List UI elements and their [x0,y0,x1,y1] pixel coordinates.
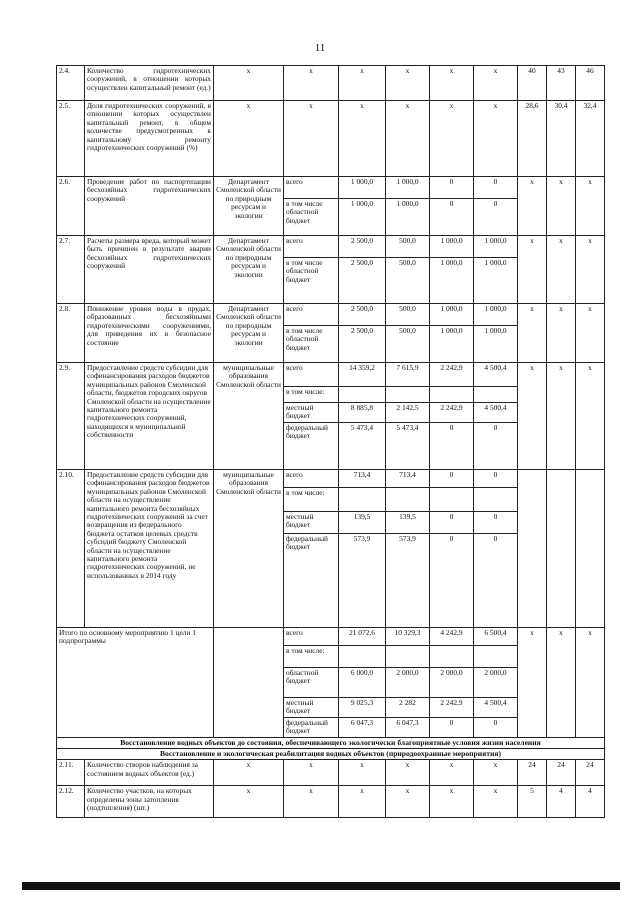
funding-value: 2 282 [386,698,430,718]
funding-value: 4 242,9 [430,628,474,646]
cell-x: х [518,628,547,738]
funding-value: 6 000,0 [339,668,386,698]
funding-source: всего [284,236,339,258]
funding-value: 2 242,9 [430,363,474,387]
funding-value: 1 000,0 [386,199,430,236]
funding-value: 1 000,0 [474,258,518,304]
funding-value: 139,5 [386,512,430,534]
funding-value: 14 359,2 [339,363,386,387]
funding-value: 7 615,9 [386,363,430,387]
funding-value: 713,4 [339,470,386,488]
funding-source: в том числе: [284,646,339,668]
indicator-value: 24 [518,760,547,786]
funding-value: 0 [430,534,474,628]
funding-value: 6 500,4 [474,628,518,646]
funding-value: 4 500,4 [474,363,518,387]
indicator-value: 24 [547,760,576,786]
cell-x: х [284,786,339,818]
funding-value: 8 885,8 [339,403,386,423]
table-row [57,177,605,199]
table-row [57,304,605,326]
funding-value: 573,9 [339,534,386,628]
funding-source: всего [284,363,339,387]
funding-value: 139,5 [339,512,386,534]
row-description: Доля гидротехнических сооружений, в отношении которых осуществлен капитальный ремонт, в общем количестве предусмотренных к капитальному ремонту гидротехнических сооружений (%) [85,101,214,177]
funding-value: 1 000,0 [430,236,474,258]
row-description: Понижение уровня воды в прудах, образованных бесхозяйными гидротехническими сооружениями, для приведения их в безопасное состояние [85,304,214,363]
cell-x: х [547,363,576,470]
cell-x: х [284,66,339,101]
cell-x: х [474,760,518,786]
funding-value: 1 000,0 [474,304,518,326]
funding-value: 2 500,0 [339,304,386,326]
row-description: Проведение работ по паспортизации бесхозяйных гидротехнических сооружений [85,177,214,236]
cell-x: х [214,66,284,101]
cell-x: х [386,66,430,101]
funding-value: 0 [474,423,518,470]
funding-source: федеральный бюджет [284,534,339,628]
funding-value: 713,4 [386,470,430,488]
executor: Департамент Смоленской области по природным ресурсам и экологии [214,304,284,363]
funding-value: 573,9 [386,534,430,628]
cell-x: х [474,101,518,177]
funding-value: 0 [474,177,518,199]
cell-x: х [430,66,474,101]
indicator-value: 30,4 [547,101,576,177]
funding-value: 0 [474,470,518,488]
cell-x: х [284,101,339,177]
row-description: Количество участков, на которых определены зоны затопления (подтопления) (шт.) [85,786,214,818]
funding-value: 2 242,9 [430,698,474,718]
indicator-value: 46 [576,66,605,101]
funding-source: в том числе областной бюджет [284,258,339,304]
row-number: 2.5. [57,101,85,177]
cell-x: х [518,177,547,236]
cell-x: х [386,760,430,786]
funding-value: 0 [474,717,518,737]
funding-value: 0 [430,423,474,470]
funding-source: федеральный бюджет [284,423,339,470]
executor: Департамент Смоленской области по природным ресурсам и экологии [214,236,284,304]
table-row [57,236,605,258]
funding-value: 500,0 [386,258,430,304]
section-heading: Восстановление и экологическая реабилитация водных объектов (природоохранные мероприятия) [57,749,605,760]
funding-value: 1 000,0 [430,258,474,304]
funding-value: 5 473,4 [386,423,430,470]
funding-value: 1 000,0 [339,199,386,236]
cell-x: х [576,628,605,738]
program-table [56,65,605,818]
table-row [57,66,605,101]
table-row [57,101,605,177]
funding-source: всего [284,304,339,326]
cell-x: х [339,786,386,818]
row-number: 2.4. [57,66,85,101]
funding-value: 0 [430,177,474,199]
funding-source: федеральный бюджет [284,717,339,737]
funding-value: 0 [474,512,518,534]
funding-source: в том числе: [284,387,339,403]
funding-source: в том числе областной бюджет [284,326,339,363]
funding-value: 2 500,0 [339,326,386,363]
funding-value: 2 500,0 [339,258,386,304]
funding-source: местный бюджет [284,512,339,534]
funding-value: 9 025,3 [339,698,386,718]
row-description: Количество створов наблюдения за состоянием водных объектов (ед.) [85,760,214,786]
section-heading: Восстановление водных объектов до состояния, обеспечивающего экологически благоприятные условия жизни населения [57,737,605,748]
funding-value: 1 000,0 [430,326,474,363]
page-number: 11 [314,42,326,54]
cell-x: х [430,760,474,786]
funding-value: 500,0 [386,326,430,363]
row-number: 2.10. [57,470,85,628]
cell-x: х [547,304,576,363]
cell-x: х [430,101,474,177]
cell-x: х [214,760,284,786]
row-number: 2.7. [57,236,85,304]
funding-value: 2 242,9 [430,403,474,423]
funding-value: 4 500,4 [474,698,518,718]
indicator-value: 40 [518,66,547,101]
funding-source: всего [284,628,339,646]
row-description: Предоставление средств субсидии для софинансирования расходов бюджетов муниципальных районов Смоленской области на осуществление капитального ремонта бесхозяйных гидротехнических сооружений за счет возвращения из федерального бюджета остатков целевых средств субсидий бюджету Смоленской области на осуществление капитального ремонта гидротехнических сооружений, не использованных в 2014 году [85,470,214,628]
row-number: 2.12. [57,786,85,818]
indicator-value: 32,4 [576,101,605,177]
cell-x: х [518,363,547,470]
row-description: Предоставление средств субсидии для софинансирования расходов бюджетов муниципальных районов Смоленской области, бюджетов городских округов Смоленской области на осуществление капитального ремонта гидротехнических сооружений, находящихся в муниципальной собственности [85,363,214,470]
cell-x: х [214,101,284,177]
cell-x: х [284,760,339,786]
cell-x: х [576,304,605,363]
row-description: Расчеты размера вреда, который может быть причинен в результате аварии бесхозяйных гидротехнических сооружений [85,236,214,304]
cell-x: х [474,66,518,101]
funding-source: областной бюджет [284,668,339,698]
executor: муниципальные образования Смоленской области [214,363,284,470]
row-number: 2.9. [57,363,85,470]
cell-x: х [518,236,547,304]
indicator-value: 24 [576,760,605,786]
funding-value: 2 500,0 [339,236,386,258]
funding-source: в том числе: [284,488,339,512]
cell-x: х [547,628,576,738]
cell-x: х [576,363,605,470]
indicator-value: 5 [518,786,547,818]
indicator-value: 4 [576,786,605,818]
cell-x: х [576,177,605,236]
funding-value: 0 [474,534,518,628]
funding-value: 0 [430,717,474,737]
funding-value: 4 500,4 [474,403,518,423]
funding-value: 1 000,0 [430,304,474,326]
funding-value: 2 000,0 [474,668,518,698]
table-row [57,760,605,786]
total-description: Итого по основному мероприятию 1 цели 1 подпрограммы [57,628,214,738]
funding-value: 2 142,5 [386,403,430,423]
funding-value: 2 000,0 [386,668,430,698]
funding-value: 0 [430,470,474,488]
funding-value: 6 047,3 [386,717,430,737]
executor: муниципальные образования Смоленской области [214,470,284,628]
cell-x: х [430,786,474,818]
funding-value: 0 [430,512,474,534]
funding-value: 1 000,0 [474,326,518,363]
funding-source: местный бюджет [284,698,339,718]
table-row [57,628,605,646]
row-number: 2.6. [57,177,85,236]
bottom-bar [22,882,620,890]
cell-x: х [386,786,430,818]
cell-x: х [474,786,518,818]
funding-source: всего [284,177,339,199]
cell-x: х [386,101,430,177]
section-row [57,749,605,760]
section-row [57,737,605,748]
row-number: 2.8. [57,304,85,363]
funding-value: 1 000,0 [386,177,430,199]
funding-value: 5 473,4 [339,423,386,470]
funding-value: 21 072,6 [339,628,386,646]
funding-source: в том числе областной бюджет [284,199,339,236]
table-row [57,786,605,818]
funding-value: 6 047,3 [339,717,386,737]
funding-value: 500,0 [386,236,430,258]
funding-value: 1 000,0 [339,177,386,199]
funding-value: 2 000,0 [430,668,474,698]
funding-value: 1 000,0 [474,236,518,258]
funding-source: всего [284,470,339,488]
indicator-value: 43 [547,66,576,101]
funding-value: 500,0 [386,304,430,326]
executor: Департамент Смоленской области по природным ресурсам и экологии [214,177,284,236]
cell-x: х [339,101,386,177]
funding-value: 10 329,3 [386,628,430,646]
indicator-value: 28,6 [518,101,547,177]
cell-x: х [547,236,576,304]
table-row [57,363,605,387]
funding-value: 0 [474,199,518,236]
row-number: 2.11. [57,760,85,786]
funding-value: 0 [430,199,474,236]
row-description: Количество гидротехнических сооружений, в отношении которых осуществлен капитальный ремонт (ед.) [85,66,214,101]
cell-x: х [339,760,386,786]
cell-x: х [518,304,547,363]
funding-source: местный бюджет [284,403,339,423]
cell-x: х [547,177,576,236]
cell-x: х [576,236,605,304]
table-row [57,470,605,488]
cell-x: х [214,786,284,818]
cell-x: х [339,66,386,101]
indicator-value: 4 [547,786,576,818]
